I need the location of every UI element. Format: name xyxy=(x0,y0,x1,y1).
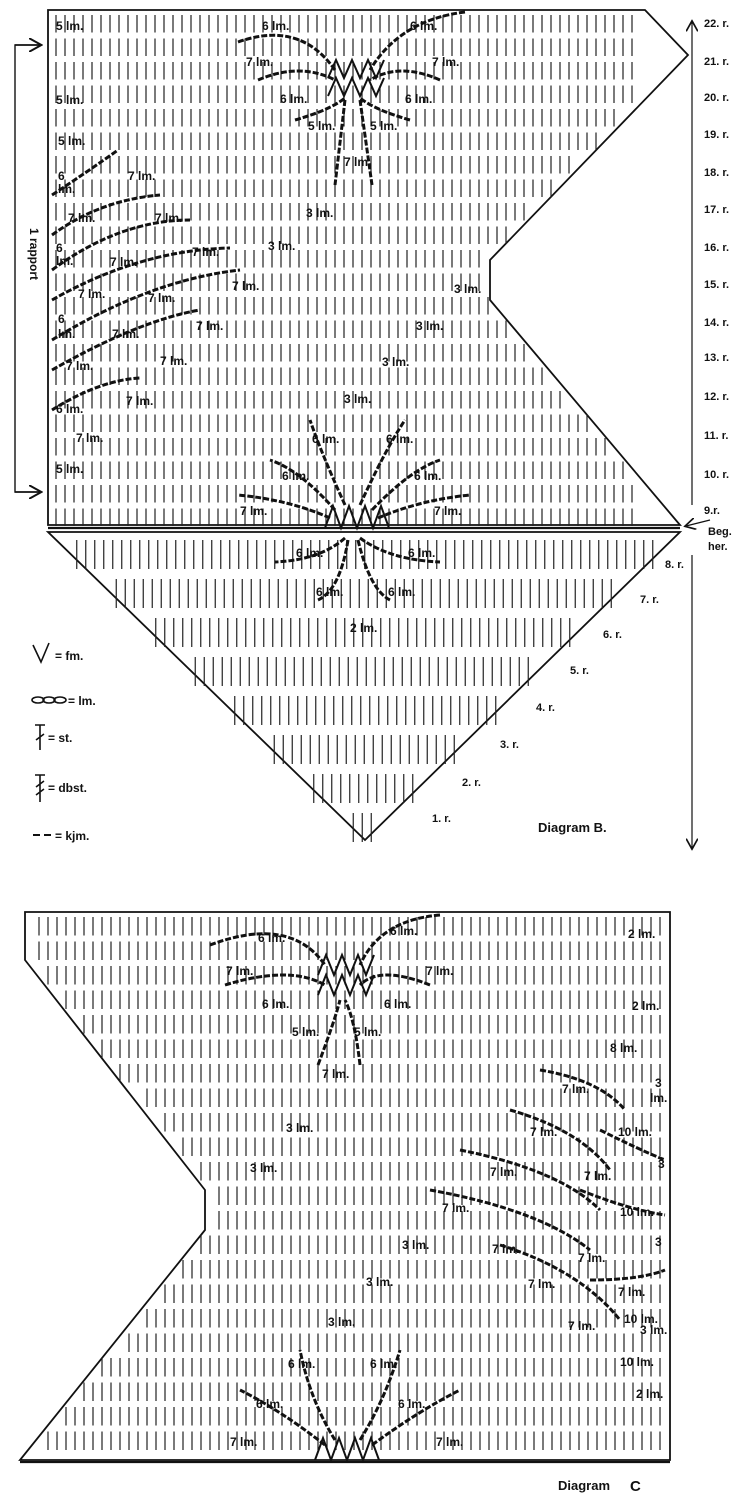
chain-label: 7 lm. xyxy=(528,1277,556,1291)
chain-label: 7 lm. xyxy=(110,255,138,269)
diagram-b-row-numbers xyxy=(432,18,729,825)
diagram-b-chain-labels xyxy=(56,19,481,635)
row-number-1: 1. r. xyxy=(432,813,451,825)
chain-label: 7 lm. xyxy=(562,1082,590,1096)
chain-label: 7 lm. xyxy=(584,1169,612,1183)
legend-lm-text: = lm. xyxy=(68,694,96,708)
chain-label: 3 lm. xyxy=(366,1275,394,1289)
chain-label: 6 lm. xyxy=(56,402,84,416)
chain-label: 3 xyxy=(655,1235,662,1249)
chain-label: 6 lm. xyxy=(296,546,324,560)
diagram-b-stitch-grid xyxy=(56,15,632,526)
rapport-bracket xyxy=(15,45,41,492)
row-number-17: 17. r. xyxy=(704,204,730,216)
chain-label: 6 xyxy=(58,312,65,326)
chain-label: 7 lm. xyxy=(492,1242,520,1256)
chain-label: 6 lm. xyxy=(256,1397,284,1411)
chain-label: 6 lm. xyxy=(414,469,442,483)
chain-label: 3 lm. xyxy=(268,239,296,253)
chain-label: 7 lm. xyxy=(148,291,176,305)
chain-label: 8 lm. xyxy=(610,1041,638,1055)
legend-st-text: = st. xyxy=(48,731,73,745)
diagram-b-outline xyxy=(48,10,688,525)
chain-label: 7 lm. xyxy=(322,1067,350,1081)
row-number-2: 2. r. xyxy=(462,777,481,789)
chain-label: lm. xyxy=(56,254,74,268)
diagram-b xyxy=(15,10,732,848)
fm-symbol-icon xyxy=(33,643,49,662)
rapport-label: 1 rapport xyxy=(27,228,41,281)
legend-kjm xyxy=(33,829,89,843)
row-number-8: 8. r. xyxy=(665,559,684,571)
chain-label: 6 lm. xyxy=(384,997,412,1011)
diagram-c-caption: Diagram xyxy=(558,1478,611,1493)
diagram-b-caption: Diagram B. xyxy=(538,820,607,835)
row-number-12: 12. r. xyxy=(704,391,730,403)
chain-label: 7 lm. xyxy=(490,1165,518,1179)
chain-label: 7 lm. xyxy=(344,155,372,169)
chain-label: 7 lm. xyxy=(76,431,104,445)
chain-label: 7 lm. xyxy=(128,169,156,183)
chain-label: 5 lm. xyxy=(308,119,336,133)
chain-label: 3 lm. xyxy=(328,1315,356,1329)
chain-label: 2 lm. xyxy=(636,1387,664,1401)
chain-label: 7 lm. xyxy=(230,1435,258,1449)
chain-label: 7 lm. xyxy=(436,1435,464,1449)
chain-label: 6 lm. xyxy=(280,92,308,106)
double-stitch-symbol-icon xyxy=(35,775,45,802)
chain-label: 5 lm. xyxy=(354,1025,382,1039)
chain-label: 7 lm. xyxy=(226,964,254,978)
diagram-c-stitch-grid xyxy=(39,917,660,1450)
row-number-21: 21. r. xyxy=(704,56,730,68)
legend-st xyxy=(35,725,72,750)
chain-label: lm. xyxy=(58,327,76,341)
chain-label: 6 lm. xyxy=(390,924,418,938)
chain-label: 7 lm. xyxy=(112,327,140,341)
row-number-3: 3. r. xyxy=(500,739,519,751)
chain-label: 2 lm. xyxy=(632,999,660,1013)
row-number-9: 9.r. xyxy=(704,505,720,517)
row-number-6: 6. r. xyxy=(603,629,622,641)
chain-label: 3 xyxy=(655,1076,662,1090)
begin-label-2: her. xyxy=(708,541,728,553)
chain-label: 5 lm. xyxy=(292,1025,320,1039)
row-number-16: 16. r. xyxy=(704,242,730,254)
chain-label: 6 lm. xyxy=(316,585,344,599)
chain-label: 5 lm. xyxy=(58,134,86,148)
chain-label: 7 lm. xyxy=(78,287,106,301)
row-number-10: 10. r. xyxy=(704,469,730,481)
chain-label: 10 lm. xyxy=(624,1312,659,1326)
chain-label: 7 lm. xyxy=(568,1319,596,1333)
chain-label: 7 lm. xyxy=(196,319,224,333)
chain-label: 7 lm. xyxy=(240,504,268,518)
chain-label: 7 lm. xyxy=(66,359,94,373)
row-number-5: 5. r. xyxy=(570,665,589,677)
chain-label: 7 lm. xyxy=(578,1251,606,1265)
chain-label: 6 lm. xyxy=(386,432,414,446)
chain-label: 7 lm. xyxy=(530,1125,558,1139)
row-number-7: 7. r. xyxy=(640,594,659,606)
chain-label: 7 lm. xyxy=(160,354,188,368)
chain-label: 6 lm. xyxy=(262,997,290,1011)
chain-label: 6 lm. xyxy=(312,432,340,446)
legend-fm xyxy=(33,643,83,663)
chain-label: 5 lm. xyxy=(56,19,84,33)
chain-label: 6 lm. xyxy=(408,546,436,560)
chain-label: 6 lm. xyxy=(262,19,290,33)
legend-kjm-text: = kjm. xyxy=(55,829,90,843)
chain-label: 7 lm. xyxy=(426,964,454,978)
chain-label: 10 lm. xyxy=(618,1125,653,1139)
chain-label: 3 lm. xyxy=(454,282,482,296)
chain-label: lm. xyxy=(650,1091,668,1105)
chain-label: 6 lm. xyxy=(405,92,433,106)
chain-label: 3 lm. xyxy=(416,319,444,333)
chain-label: 3 lm. xyxy=(306,206,334,220)
chain-label: 7 lm. xyxy=(434,504,462,518)
row-number-11: 11. r. xyxy=(704,430,729,442)
diagram-c-caption-letter: C xyxy=(630,1478,641,1495)
chain-label: 6 lm. xyxy=(258,931,286,945)
diagram-c xyxy=(20,912,670,1495)
begin-label-1: Beg. xyxy=(708,526,732,538)
chain-label: lm. xyxy=(58,182,76,196)
legend-dbst-text: = dbst. xyxy=(48,781,88,795)
chain-label: 6 lm. xyxy=(410,19,438,33)
row-number-19: 19. r. xyxy=(704,129,730,141)
chain-label: 3 lm. xyxy=(640,1323,668,1337)
row-number-13: 13. r. xyxy=(704,352,730,364)
chain-label: 5 lm. xyxy=(370,119,398,133)
fan-zigzag-top-2 xyxy=(328,78,384,96)
row-number-4: 4. r. xyxy=(536,702,555,714)
chain-label: 10 lm. xyxy=(620,1205,655,1219)
chain-label: 7 lm. xyxy=(192,245,220,259)
chain-label: 3 xyxy=(658,1157,665,1171)
chain-label: 3 lm. xyxy=(250,1161,278,1175)
diagram-c-chain-labels xyxy=(226,924,667,1449)
legend-dbst xyxy=(35,775,87,802)
begin-arrow xyxy=(686,520,710,526)
chain-label: 7 lm. xyxy=(126,394,154,408)
chain-label: 7 lm. xyxy=(246,55,274,69)
stitch-symbol-icon xyxy=(35,725,45,750)
chain-label: 7 lm. xyxy=(68,211,96,225)
row-number-14: 14. r. xyxy=(704,317,730,329)
chain-label: 3 lm. xyxy=(382,355,410,369)
chain-label: 5 lm. xyxy=(56,462,84,476)
chain-label: 3 lm. xyxy=(344,392,372,406)
row-number-20: 20. r. xyxy=(704,92,730,104)
row-number-22: 22. r. xyxy=(704,18,730,30)
chain-label: 7 lm. xyxy=(232,279,260,293)
chain-label: 6 xyxy=(56,241,63,255)
chain-label: 7 lm. xyxy=(155,211,183,225)
chain-label: 3 lm. xyxy=(286,1121,314,1135)
legend-fm-text: = fm. xyxy=(55,649,84,663)
chain-label: 10 lm. xyxy=(620,1355,655,1369)
chain-label: 6 lm. xyxy=(388,585,416,599)
row-number-15: 15. r. xyxy=(704,279,730,291)
legend xyxy=(32,643,96,843)
chain-label: 6 lm. xyxy=(370,1357,398,1371)
chain-label: 7 lm. xyxy=(618,1285,646,1299)
chain-label: 2 lm. xyxy=(628,927,656,941)
chain-label: 6 lm. xyxy=(398,1397,426,1411)
chain-label: 6 lm. xyxy=(282,469,310,483)
chain-label: 3 lm. xyxy=(402,1238,430,1252)
diagram-b-triangle-stitches xyxy=(77,540,653,842)
chain-label: 6 lm. xyxy=(288,1357,316,1371)
diagram-b-triangle xyxy=(48,532,680,840)
chain-label: 2 lm. xyxy=(350,621,378,635)
row-number-18: 18. r. xyxy=(704,167,730,179)
chain-label: 7 lm. xyxy=(442,1201,470,1215)
legend-lm xyxy=(32,694,96,708)
chain-label: 5 lm. xyxy=(56,93,84,107)
chain-label: 7 lm. xyxy=(432,55,460,69)
fan-zigzag-c-bottom xyxy=(315,1438,379,1460)
chain-label: 6 xyxy=(58,169,65,183)
